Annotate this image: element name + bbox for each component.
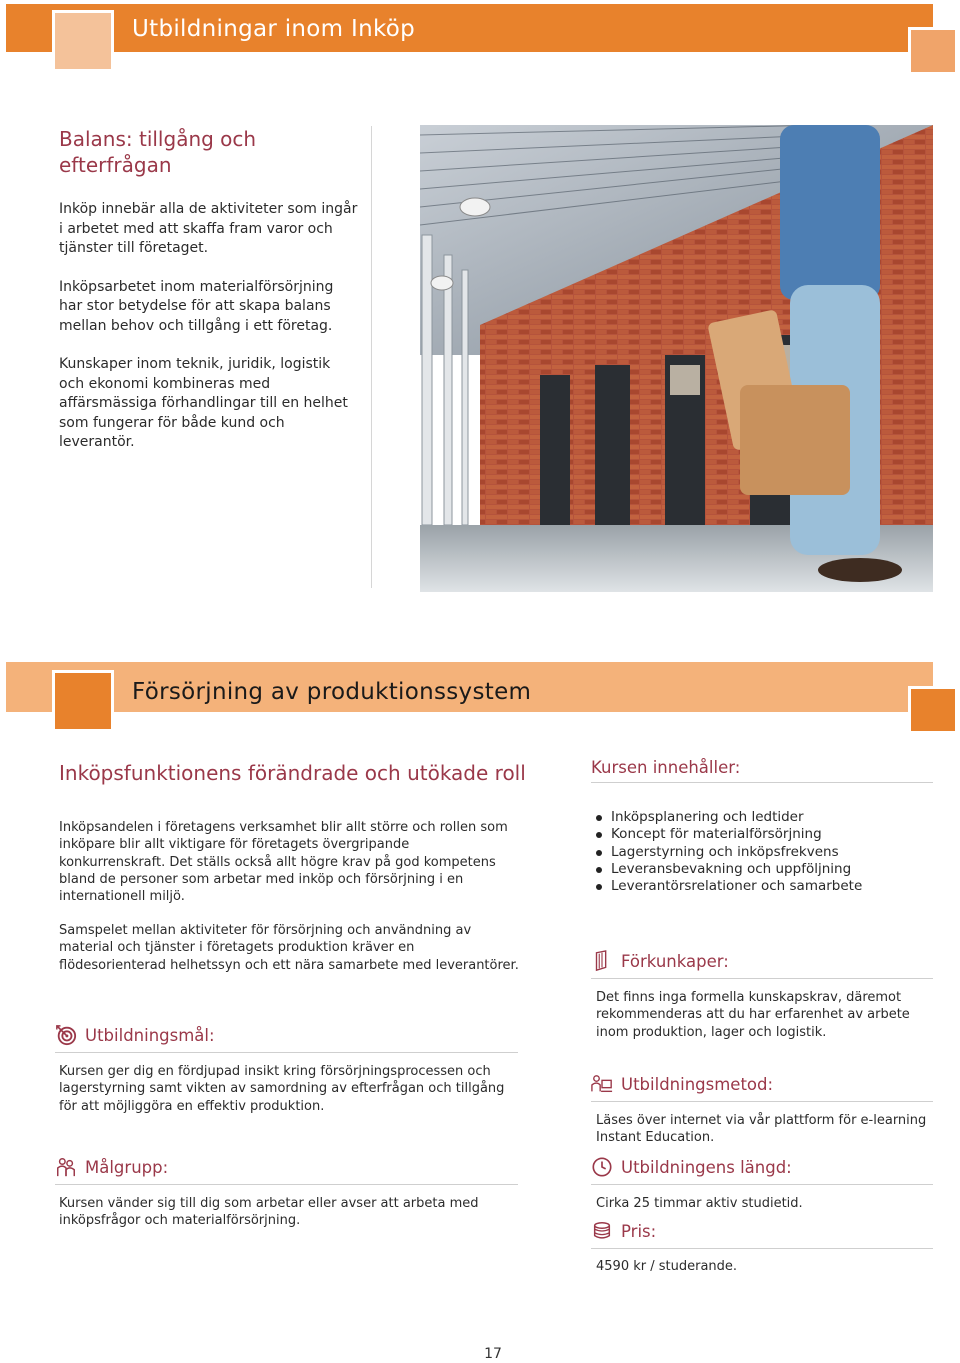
list-item: Leverantörsrelationer och samarbete (595, 878, 935, 895)
course-paragraph: Samspelet mellan aktiviteter för försörjning och användning av material och tjänster i företagets produktion kräver en flödesorienterad helhetssyn och ett nära samarbete med leverantörer. (59, 923, 519, 973)
method-text: Läses över internet via vår plattform för e-learning Instant Education. (596, 1113, 927, 1146)
audience-header (55, 1156, 518, 1185)
course-heading: Inköpsfunktionens förändrade och utökade roll (59, 761, 526, 785)
page-number: 17 (484, 1346, 502, 1362)
duration-label: Utbildningens längd: (621, 1158, 792, 1177)
course-banner-corner-square (908, 686, 958, 734)
top-banner-corner-square (908, 27, 958, 75)
clock-icon (591, 1156, 613, 1178)
intro-column (59, 126, 359, 453)
prerequisites-text: Det finns inga formella kunskapskrav, däremot rekommenderas att du har erfarenhet av arbete inom produktion, lager och logistik. (596, 990, 910, 1040)
book-icon (591, 950, 613, 972)
column-divider (371, 126, 372, 588)
goal-header (55, 1024, 518, 1053)
method-label: Utbildningsmetod: (621, 1075, 774, 1094)
contents-label: Kursen innehåller: (591, 758, 741, 777)
shopping-photo (420, 125, 933, 592)
price-header (591, 1220, 933, 1249)
top-banner (0, 0, 960, 80)
duration-header (591, 1156, 933, 1185)
top-banner-title: Utbildningar inom Inköp (132, 16, 416, 42)
contents-header (591, 758, 933, 783)
target-icon (55, 1024, 77, 1046)
duration-text: Cirka 25 timmar aktiv studietid. (596, 1196, 803, 1211)
list-item: Lagerstyrning och inköpsfrekvens (595, 844, 935, 861)
list-item: Koncept för materialförsörjning (595, 826, 935, 843)
coins-icon (591, 1220, 613, 1242)
intro-paragraph: Inköpsarbetet inom materialförsörjning har stor betydelse för att skapa balans mellan behov och tillgång i ett företag. (59, 278, 334, 334)
course-banner (0, 660, 960, 740)
course-paragraph: Inköpsandelen i företagens verksamhet blir allt större och rollen som inköpare blir allt viktigare för företagets övergripande konkurrenskraft. Det ställs också allt högre krav på god kompetens bland de personer som arbetar med inköp och försörjning i en internationell miljö. (59, 820, 508, 905)
list-item: Inköpsplanering och ledtider (595, 809, 935, 826)
intro-paragraph: Kunskaper inom teknik, juridik, logistik och ekonomi kombineras med affärsmässiga förhandlingar till en helhet som fungerar för både kund och leverantör. (59, 356, 348, 450)
method-header (591, 1073, 933, 1102)
shopping-photo-illustration (420, 125, 933, 592)
audience-label: Målgrupp: (85, 1158, 169, 1177)
intro-heading: Balans: tillgång och efterfrågan (59, 127, 257, 177)
computer-user-icon (591, 1073, 613, 1095)
prerequisites-header (591, 950, 933, 979)
goal-text: Kursen ger dig en fördjupad insikt kring försörjningsprocessen och lagerstyrning samt vikten av samordning av efterfrågan och tillgång för att möjliggöra en effektiv produktion. (59, 1064, 505, 1114)
course-banner-title: Försörjning av produktionssystem (132, 679, 532, 705)
list-item: Leveransbevakning och uppföljning (595, 861, 935, 878)
top-banner-square (52, 10, 114, 72)
intro-paragraph: Inköp innebär alla de aktiviteter som ingår i arbetet med att skaffa fram varor och tjänster till företaget. (59, 201, 358, 256)
contents-list (595, 809, 935, 895)
course-banner-square (52, 670, 114, 732)
audience-text: Kursen vänder sig till dig som arbetar eller avser att arbeta med inköpsfrågor och materialförsörjning. (59, 1196, 479, 1229)
price-text: 4590 kr / studerande. (596, 1259, 738, 1274)
people-icon (55, 1156, 77, 1178)
prerequisites-label: Förkunkaper: (621, 952, 729, 971)
goal-label: Utbildningsmål: (85, 1026, 215, 1045)
price-label: Pris: (621, 1222, 657, 1241)
